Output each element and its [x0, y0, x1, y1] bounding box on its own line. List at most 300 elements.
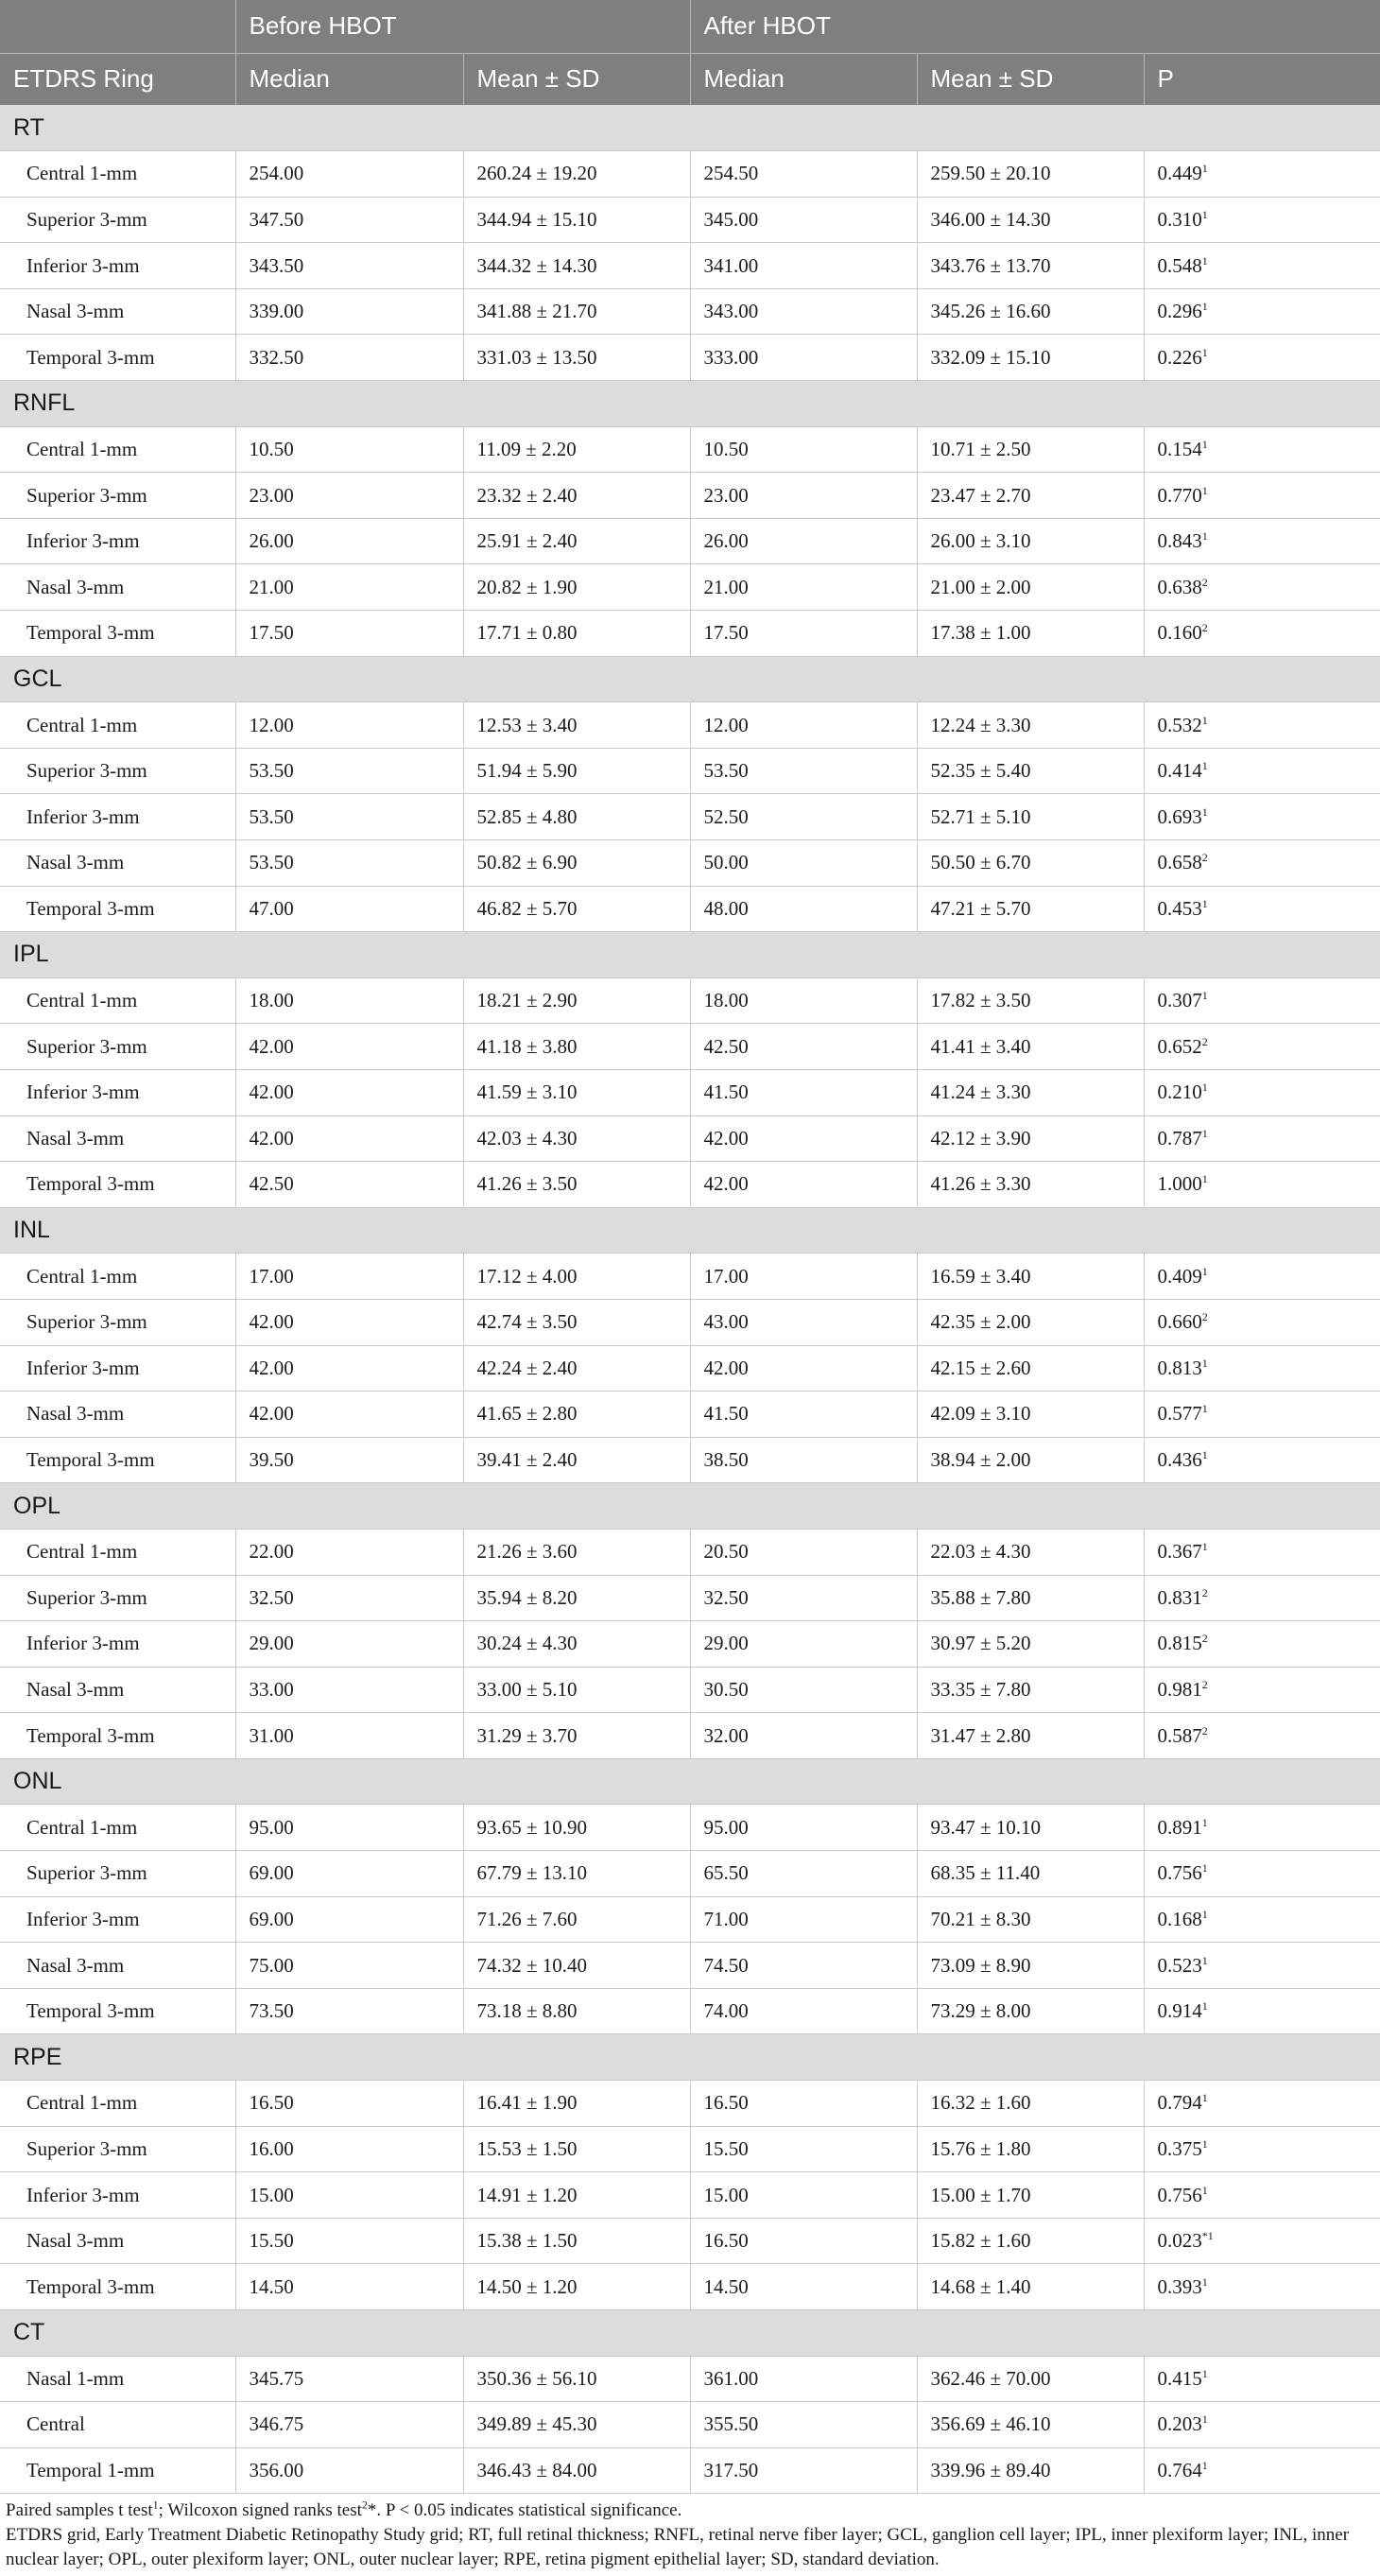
ring-cell: Nasal 3-mm	[0, 1943, 235, 1989]
test-marker: 1	[1201, 1540, 1208, 1554]
ring-cell: Temporal 1-mm	[0, 2447, 235, 2494]
table-row	[0, 1345, 1380, 1392]
ring-cell: Superior 3-mm	[0, 1299, 235, 1345]
section-row	[0, 1758, 1380, 1805]
p-value-cell	[1144, 1162, 1380, 1208]
after-median-cell: 53.50	[690, 748, 917, 794]
table-row	[0, 2172, 1380, 2219]
p-value-cell	[1144, 2447, 1380, 2494]
ring-cell: Temporal 3-mm	[0, 335, 235, 381]
table-row	[0, 1667, 1380, 1713]
table-row	[0, 426, 1380, 473]
ring-cell: Central 1-mm	[0, 1529, 235, 1575]
before-median-cell: 347.50	[235, 197, 463, 243]
table-row	[0, 1621, 1380, 1668]
after-mean-sd-cell: 73.09 ± 8.90	[917, 1943, 1144, 1989]
p-value-cell	[1144, 1621, 1380, 1668]
p-value: 0.160	[1157, 621, 1202, 645]
table-row	[0, 151, 1380, 198]
before-median-cell: 32.50	[235, 1575, 463, 1621]
after-mean-sd-cell: 10.71 ± 2.50	[917, 426, 1144, 473]
ring-cell: Superior 3-mm	[0, 473, 235, 519]
before-mean-sd-cell: 350.36 ± 56.10	[463, 2356, 690, 2402]
after-mean-sd-cell: 362.46 ± 70.00	[917, 2356, 1144, 2402]
col-header-before-mean: Mean ± SD	[463, 53, 690, 105]
table-row	[0, 335, 1380, 381]
ring-cell: Inferior 3-mm	[0, 1896, 235, 1943]
ring-cell: Central 1-mm	[0, 2081, 235, 2127]
p-value: 0.415	[1157, 2366, 1202, 2390]
before-median-cell: 53.50	[235, 794, 463, 840]
before-median-cell: 17.50	[235, 611, 463, 657]
after-mean-sd-cell: 259.50 ± 20.10	[917, 151, 1144, 198]
table-row	[0, 1943, 1380, 1989]
before-mean-sd-cell: 344.32 ± 14.30	[463, 243, 690, 289]
table-row	[0, 1988, 1380, 2034]
data-table	[0, 105, 1380, 2494]
footnote-text: ; Wilcoxon signed ranks test	[158, 2500, 362, 2520]
p-value-cell	[1144, 2356, 1380, 2402]
after-median-cell: 345.00	[690, 197, 917, 243]
p-value: 0.393	[1157, 2274, 1202, 2298]
test-marker: 1	[1201, 345, 1208, 359]
footnote-sup: 2	[361, 2498, 368, 2512]
p-value: 0.831	[1157, 1585, 1202, 1609]
before-mean-sd-cell: 15.38 ± 1.50	[463, 2218, 690, 2264]
test-marker: 1	[1201, 2274, 1208, 2289]
before-median-cell: 42.00	[235, 1345, 463, 1392]
before-mean-sd-cell: 25.91 ± 2.40	[463, 518, 690, 564]
before-median-cell: 17.00	[235, 1253, 463, 1300]
after-mean-sd-cell: 42.12 ± 3.90	[917, 1115, 1144, 1162]
p-value-cell	[1144, 2172, 1380, 2219]
ring-cell: Superior 3-mm	[0, 1024, 235, 1070]
p-value-cell	[1144, 977, 1380, 1024]
before-mean-sd-cell: 346.43 ± 84.00	[463, 2447, 690, 2494]
before-median-cell: 75.00	[235, 1943, 463, 1989]
before-median-cell: 69.00	[235, 1896, 463, 1943]
after-mean-sd-cell: 70.21 ± 8.30	[917, 1896, 1144, 1943]
before-mean-sd-cell: 33.00 ± 5.10	[463, 1667, 690, 1713]
before-median-cell: 254.00	[235, 151, 463, 198]
table-row	[0, 2264, 1380, 2310]
col-header-p: P	[1144, 53, 1380, 105]
test-marker: 1	[1201, 713, 1208, 727]
after-median-cell: 42.50	[690, 1024, 917, 1070]
p-value-cell	[1144, 1713, 1380, 1759]
after-median-cell: 21.00	[690, 564, 917, 611]
p-value: 0.756	[1157, 2183, 1202, 2206]
p-value-cell	[1144, 1437, 1380, 1483]
p-value-cell	[1144, 1575, 1380, 1621]
table-row	[0, 1024, 1380, 1070]
p-value: 0.770	[1157, 483, 1202, 507]
before-mean-sd-cell: 71.26 ± 7.60	[463, 1896, 690, 1943]
p-value: 0.532	[1157, 713, 1202, 736]
ring-cell: Temporal 3-mm	[0, 1713, 235, 1759]
before-mean-sd-cell: 11.09 ± 2.20	[463, 426, 690, 473]
col-header-before-median: Median	[235, 53, 463, 105]
after-median-cell: 23.00	[690, 473, 917, 519]
table-row	[0, 611, 1380, 657]
p-value: 0.794	[1157, 2091, 1202, 2115]
p-value-cell	[1144, 2081, 1380, 2127]
before-median-cell: 21.00	[235, 564, 463, 611]
after-mean-sd-cell: 15.82 ± 1.60	[917, 2218, 1144, 2264]
before-median-cell: 42.00	[235, 1024, 463, 1070]
ring-cell: Central	[0, 2402, 235, 2448]
p-value-cell	[1144, 1988, 1380, 2034]
after-mean-sd-cell: 30.97 ± 5.20	[917, 1621, 1144, 1668]
after-mean-sd-cell: 15.00 ± 1.70	[917, 2172, 1144, 2219]
before-mean-sd-cell: 42.74 ± 3.50	[463, 1299, 690, 1345]
before-mean-sd-cell: 344.94 ± 15.10	[463, 197, 690, 243]
test-marker: 1	[1201, 253, 1208, 268]
p-value: 0.587	[1157, 1723, 1202, 1747]
before-median-cell: 15.50	[235, 2218, 463, 2264]
before-mean-sd-cell: 17.12 ± 4.00	[463, 1253, 690, 1300]
ring-cell: Temporal 3-mm	[0, 1437, 235, 1483]
before-mean-sd-cell: 74.32 ± 10.40	[463, 1943, 690, 1989]
p-value: 0.787	[1157, 1126, 1202, 1150]
section-row	[0, 2310, 1380, 2357]
ring-cell: Nasal 3-mm	[0, 1667, 235, 1713]
table-row	[0, 1299, 1380, 1345]
header-column-row	[0, 53, 1380, 105]
after-median-cell: 317.50	[690, 2447, 917, 2494]
section-row	[0, 1207, 1380, 1253]
footnote-sup: 1	[152, 2498, 159, 2512]
after-median-cell: 42.00	[690, 1162, 917, 1208]
footnote-abbreviations: ETDRS grid, Early Treatment Diabetic Retinopathy Study grid; RT, full retinal thickness; RNFL, retinal nerve fiber layer; GCL, ganglion cell layer; IPL, inner plexiform layer; INL, inner nuclear layer; OPL, outer plexiform layer; ONL, outer nuclear layer; RPE, retina pigment epithelial layer; SD, standard deviation.	[6, 2525, 1350, 2569]
table-row	[0, 1162, 1380, 1208]
after-median-cell: 15.00	[690, 2172, 917, 2219]
before-median-cell: 95.00	[235, 1805, 463, 1851]
before-hbot-header: Before HBOT	[235, 0, 690, 53]
after-median-cell: 41.50	[690, 1392, 917, 1438]
after-median-cell: 71.00	[690, 1896, 917, 1943]
col-header-ring: ETDRS Ring	[0, 53, 235, 105]
section-label: INL	[0, 1207, 1380, 1253]
ring-cell: Superior 3-mm	[0, 197, 235, 243]
section-label: RPE	[0, 2034, 1380, 2081]
test-marker: 1	[1201, 1907, 1208, 1921]
before-mean-sd-cell: 50.82 ± 6.90	[463, 840, 690, 887]
before-mean-sd-cell: 52.85 ± 4.80	[463, 794, 690, 840]
table-row	[0, 473, 1380, 519]
ring-cell: Nasal 3-mm	[0, 2218, 235, 2264]
ring-cell: Inferior 3-mm	[0, 243, 235, 289]
before-mean-sd-cell: 30.24 ± 4.30	[463, 1621, 690, 1668]
after-mean-sd-cell: 345.26 ± 16.60	[917, 288, 1144, 335]
test-marker: 2	[1201, 1585, 1208, 1599]
ring-cell: Inferior 3-mm	[0, 1069, 235, 1115]
before-median-cell: 23.00	[235, 473, 463, 519]
after-median-cell: 74.00	[690, 1988, 917, 2034]
p-value: 0.436	[1157, 1448, 1202, 1472]
ring-cell: Temporal 3-mm	[0, 1162, 235, 1208]
after-median-cell: 95.00	[690, 1805, 917, 1851]
after-mean-sd-cell: 50.50 ± 6.70	[917, 840, 1144, 887]
after-median-cell: 65.50	[690, 1851, 917, 1897]
after-median-cell: 16.50	[690, 2218, 917, 2264]
test-marker: 1	[1201, 2091, 1208, 2105]
after-median-cell: 15.50	[690, 2126, 917, 2172]
col-header-after-median: Median	[690, 53, 917, 105]
p-value: 0.660	[1157, 1310, 1202, 1334]
after-median-cell: 26.00	[690, 518, 917, 564]
before-median-cell: 345.75	[235, 2356, 463, 2402]
p-value-cell	[1144, 1943, 1380, 1989]
table-row	[0, 2218, 1380, 2264]
p-value-cell	[1144, 2126, 1380, 2172]
p-value: 0.756	[1157, 1861, 1202, 1885]
p-value: 0.981	[1157, 1677, 1202, 1701]
p-value: 0.375	[1157, 2136, 1202, 2160]
before-median-cell: 39.50	[235, 1437, 463, 1483]
after-median-cell: 333.00	[690, 335, 917, 381]
before-mean-sd-cell: 41.65 ± 2.80	[463, 1392, 690, 1438]
p-value: 0.523	[1157, 1953, 1202, 1977]
test-marker: 2	[1201, 1723, 1208, 1738]
test-marker: 1	[1201, 759, 1208, 773]
test-marker: 2	[1201, 575, 1208, 589]
before-mean-sd-cell: 12.53 ± 3.40	[463, 702, 690, 749]
p-value-cell	[1144, 197, 1380, 243]
col-header-after-mean: Mean ± SD	[917, 53, 1144, 105]
before-mean-sd-cell: 42.24 ± 2.40	[463, 1345, 690, 1392]
table-row	[0, 2402, 1380, 2448]
before-median-cell: 346.75	[235, 2402, 463, 2448]
table-row	[0, 2126, 1380, 2172]
test-marker: 2	[1201, 1677, 1208, 1691]
after-mean-sd-cell: 42.09 ± 3.10	[917, 1392, 1144, 1438]
after-mean-sd-cell: 21.00 ± 2.00	[917, 564, 1144, 611]
after-mean-sd-cell: 38.94 ± 2.00	[917, 1437, 1144, 1483]
after-mean-sd-cell: 23.47 ± 2.70	[917, 473, 1144, 519]
table-row	[0, 1392, 1380, 1438]
p-value-cell	[1144, 243, 1380, 289]
test-marker: 1	[1201, 804, 1208, 819]
section-label: RT	[0, 105, 1380, 151]
section-label: IPL	[0, 932, 1380, 978]
after-median-cell: 341.00	[690, 243, 917, 289]
after-median-cell: 17.50	[690, 611, 917, 657]
after-median-cell: 10.50	[690, 426, 917, 473]
before-mean-sd-cell: 21.26 ± 3.60	[463, 1529, 690, 1575]
p-value-cell	[1144, 2218, 1380, 2264]
p-value: 0.449	[1157, 162, 1202, 185]
p-value: 0.548	[1157, 253, 1202, 277]
after-median-cell: 16.50	[690, 2081, 917, 2127]
p-value: 0.843	[1157, 529, 1202, 553]
before-mean-sd-cell: 331.03 ± 13.50	[463, 335, 690, 381]
test-marker: 1	[1201, 483, 1208, 497]
before-mean-sd-cell: 93.65 ± 10.90	[463, 1805, 690, 1851]
before-mean-sd-cell: 67.79 ± 13.10	[463, 1851, 690, 1897]
test-marker: 1	[1201, 1953, 1208, 1967]
section-label: ONL	[0, 1758, 1380, 1805]
p-value-cell	[1144, 2264, 1380, 2310]
footnote-text: *. P < 0.05 indicates statistical significance.	[367, 2500, 682, 2520]
before-median-cell: 31.00	[235, 1713, 463, 1759]
test-marker: 1	[1201, 1861, 1208, 1876]
p-value-cell	[1144, 1024, 1380, 1070]
test-marker: 1	[1201, 1448, 1208, 1462]
test-marker: 1	[1201, 1172, 1208, 1186]
after-median-cell: 18.00	[690, 977, 917, 1024]
before-median-cell: 332.50	[235, 335, 463, 381]
test-marker: 1	[1201, 2459, 1208, 2473]
test-marker: 1	[1201, 2183, 1208, 2197]
table-row	[0, 1713, 1380, 1759]
test-marker: 1	[1201, 1999, 1208, 2014]
before-median-cell: 42.00	[235, 1115, 463, 1162]
before-mean-sd-cell: 41.18 ± 3.80	[463, 1024, 690, 1070]
section-row	[0, 381, 1380, 427]
after-median-cell: 30.50	[690, 1667, 917, 1713]
ring-cell: Central 1-mm	[0, 702, 235, 749]
after-median-cell: 254.50	[690, 151, 917, 198]
after-mean-sd-cell: 41.24 ± 3.30	[917, 1069, 1144, 1115]
section-row	[0, 656, 1380, 702]
before-median-cell: 10.50	[235, 426, 463, 473]
after-median-cell: 38.50	[690, 1437, 917, 1483]
after-median-cell: 355.50	[690, 2402, 917, 2448]
p-value-cell	[1144, 748, 1380, 794]
ring-cell: Nasal 3-mm	[0, 1115, 235, 1162]
before-mean-sd-cell: 42.03 ± 4.30	[463, 1115, 690, 1162]
p-value-cell	[1144, 611, 1380, 657]
section-row	[0, 105, 1380, 151]
test-marker: 2	[1201, 1034, 1208, 1048]
ring-cell: Central 1-mm	[0, 1805, 235, 1851]
p-value: 0.658	[1157, 851, 1202, 874]
ring-cell: Temporal 3-mm	[0, 2264, 235, 2310]
p-value-cell	[1144, 335, 1380, 381]
p-value: 0.693	[1157, 804, 1202, 828]
before-mean-sd-cell: 41.59 ± 3.10	[463, 1069, 690, 1115]
after-mean-sd-cell: 42.35 ± 2.00	[917, 1299, 1144, 1345]
after-mean-sd-cell: 17.38 ± 1.00	[917, 611, 1144, 657]
p-value-cell	[1144, 1851, 1380, 1897]
table-row	[0, 886, 1380, 932]
p-value: 0.815	[1157, 1632, 1202, 1655]
table-row	[0, 748, 1380, 794]
p-value-cell	[1144, 2402, 1380, 2448]
before-median-cell: 16.00	[235, 2126, 463, 2172]
p-value-cell	[1144, 794, 1380, 840]
p-value-cell	[1144, 1345, 1380, 1392]
p-value: 1.000	[1157, 1172, 1202, 1196]
section-label: RNFL	[0, 381, 1380, 427]
before-median-cell: 33.00	[235, 1667, 463, 1713]
test-marker: 1	[1201, 1815, 1208, 1829]
table-row	[0, 2447, 1380, 2494]
test-marker: 1	[1201, 529, 1208, 544]
p-value-cell	[1144, 1069, 1380, 1115]
after-mean-sd-cell: 26.00 ± 3.10	[917, 518, 1144, 564]
ring-cell: Superior 3-mm	[0, 1575, 235, 1621]
before-median-cell: 15.00	[235, 2172, 463, 2219]
ring-cell: Central 1-mm	[0, 426, 235, 473]
after-median-cell: 52.50	[690, 794, 917, 840]
p-value: 0.409	[1157, 1264, 1202, 1288]
p-value-cell	[1144, 1667, 1380, 1713]
ring-cell: Temporal 3-mm	[0, 1988, 235, 2034]
after-mean-sd-cell: 73.29 ± 8.00	[917, 1988, 1144, 2034]
before-mean-sd-cell: 41.26 ± 3.50	[463, 1162, 690, 1208]
after-mean-sd-cell: 52.71 ± 5.10	[917, 794, 1144, 840]
before-mean-sd-cell: 349.89 ± 45.30	[463, 2402, 690, 2448]
table-row	[0, 840, 1380, 887]
after-mean-sd-cell: 31.47 ± 2.80	[917, 1713, 1144, 1759]
before-median-cell: 26.00	[235, 518, 463, 564]
header-blank-cell	[0, 0, 235, 53]
before-median-cell: 42.00	[235, 1069, 463, 1115]
before-median-cell: 22.00	[235, 1529, 463, 1575]
after-mean-sd-cell: 16.59 ± 3.40	[917, 1253, 1144, 1300]
after-median-cell: 32.00	[690, 1713, 917, 1759]
before-median-cell: 16.50	[235, 2081, 463, 2127]
p-value-cell	[1144, 1115, 1380, 1162]
before-median-cell: 356.00	[235, 2447, 463, 2494]
before-mean-sd-cell: 46.82 ± 5.70	[463, 886, 690, 932]
after-mean-sd-cell: 332.09 ± 15.10	[917, 335, 1144, 381]
test-marker: 2	[1201, 1632, 1208, 1646]
after-median-cell: 50.00	[690, 840, 917, 887]
table-row	[0, 1896, 1380, 1943]
p-value-cell	[1144, 473, 1380, 519]
test-marker: 1	[1201, 162, 1208, 176]
before-mean-sd-cell: 14.91 ± 1.20	[463, 2172, 690, 2219]
ring-cell: Superior 3-mm	[0, 748, 235, 794]
p-value: 0.652	[1157, 1034, 1202, 1058]
p-value: 0.168	[1157, 1907, 1202, 1930]
before-mean-sd-cell: 260.24 ± 19.20	[463, 151, 690, 198]
p-value-cell	[1144, 1392, 1380, 1438]
table-header	[0, 0, 1380, 105]
test-marker: 1	[1201, 1081, 1208, 1095]
after-mean-sd-cell: 12.24 ± 3.30	[917, 702, 1144, 749]
after-mean-sd-cell: 42.15 ± 2.60	[917, 1345, 1144, 1392]
before-mean-sd-cell: 51.94 ± 5.90	[463, 748, 690, 794]
after-mean-sd-cell: 47.21 ± 5.70	[917, 886, 1144, 932]
p-value-cell	[1144, 1299, 1380, 1345]
before-median-cell: 18.00	[235, 977, 463, 1024]
p-value: 0.154	[1157, 437, 1202, 460]
test-marker: 1	[1201, 207, 1208, 221]
p-value: 0.813	[1157, 1356, 1202, 1379]
ring-cell: Temporal 3-mm	[0, 886, 235, 932]
before-median-cell: 42.50	[235, 1162, 463, 1208]
p-value-cell	[1144, 564, 1380, 611]
test-marker: *1	[1201, 2229, 1214, 2243]
ring-cell: Superior 3-mm	[0, 2126, 235, 2172]
p-value-cell	[1144, 1253, 1380, 1300]
before-median-cell: 47.00	[235, 886, 463, 932]
p-value-cell	[1144, 426, 1380, 473]
p-value: 0.307	[1157, 989, 1202, 1012]
table-row	[0, 2081, 1380, 2127]
p-value: 0.226	[1157, 345, 1202, 369]
after-median-cell: 74.50	[690, 1943, 917, 1989]
table-row	[0, 518, 1380, 564]
before-median-cell: 339.00	[235, 288, 463, 335]
p-value: 0.453	[1157, 896, 1202, 920]
section-row	[0, 2034, 1380, 2081]
ring-cell: Inferior 3-mm	[0, 2172, 235, 2219]
